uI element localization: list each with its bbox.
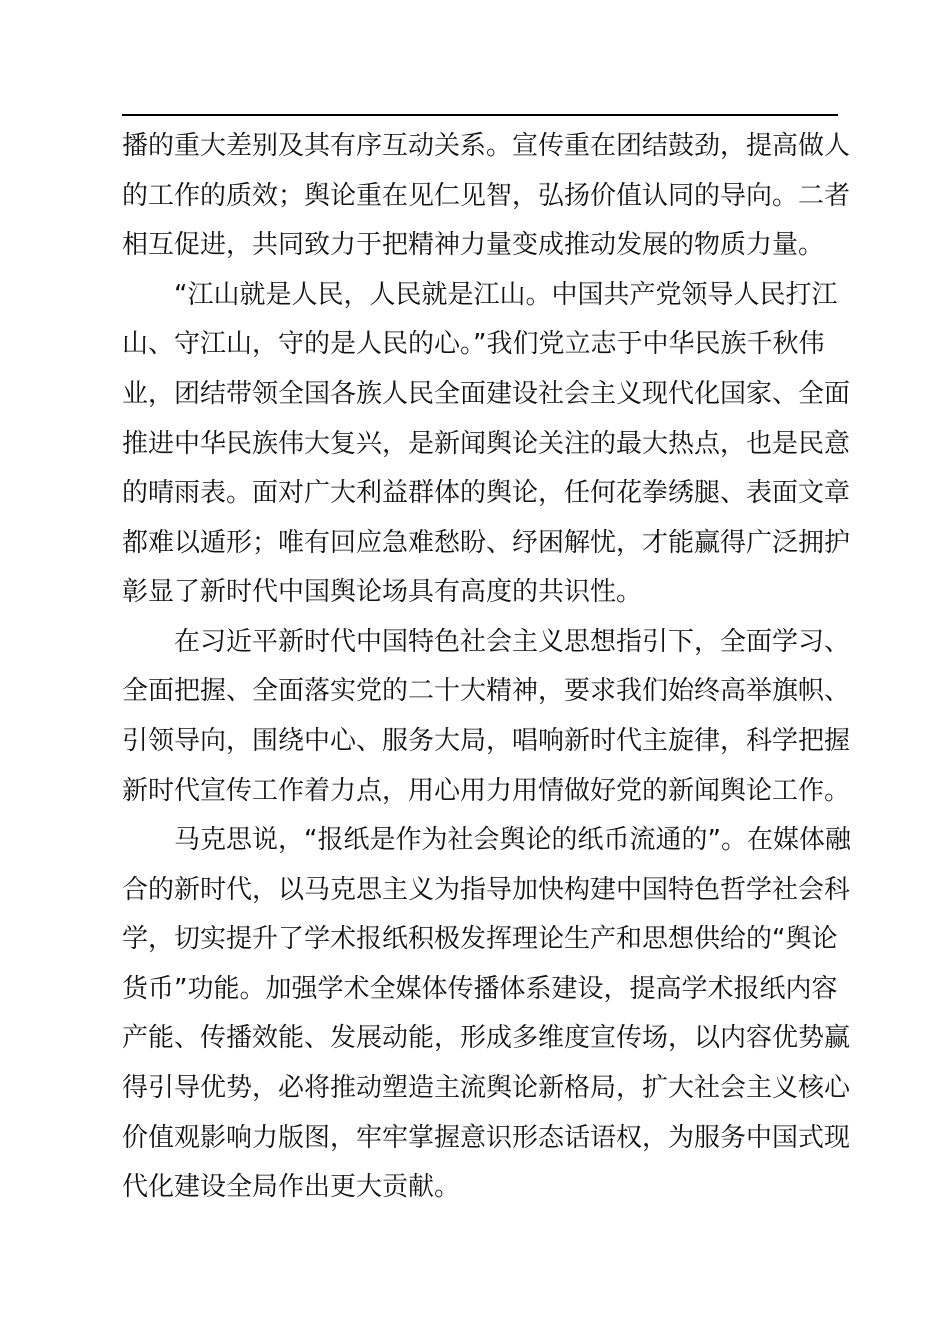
text-line: 引领导向，围绕中心、服务大局，唱响新时代主旋律，科学把握: [122, 726, 851, 756]
text-line: 价值观影响力版图，牢牢掌握意识形态话语权，为服务中国式现: [122, 1123, 851, 1153]
text-line: 彰显了新时代中国舆论场具有高度的共识性。: [122, 577, 643, 607]
text-line: 合的新时代，以马克思主义为指导加快构建中国特色哲学社会科: [122, 875, 851, 905]
text-line: 山、守江山，守的是人民的心。”我们党立志于中华民族千秋伟: [122, 329, 825, 359]
text-line: 的晴雨表。面对广大利益群体的舆论，任何花拳绣腿、表面文章: [122, 478, 851, 508]
text-line: 推进中华民族伟大复兴，是新闻舆论关注的最大热点，也是民意: [122, 429, 851, 459]
text-line: 都难以遁形；唯有回应急难愁盼、纾困解忧，才能赢得广泛拥护: [122, 528, 851, 558]
text-line: 业，团结带领全国各族人民全面建设社会主义现代化国家、全面: [122, 379, 851, 409]
text-line: 相互促进，共同致力于把精神力量变成推动发展的物质力量。: [122, 230, 825, 260]
header-rule: [122, 114, 838, 116]
text-line: 代化建设全局作出更大贡献。: [122, 1172, 461, 1202]
text-line: 产能、传播效能、发展动能，形成多维度宣传场，以内容优势赢: [122, 1023, 851, 1053]
text-line: 在习近平新时代中国特色社会主义思想指引下，全面学习、: [174, 627, 851, 657]
text-line: 得引导优势，必将推动塑造主流舆论新格局，扩大社会主义核心: [122, 1073, 851, 1103]
text-line: 货币”功能。加强学术全媒体传播体系建设，提高学术报纸内容: [122, 974, 838, 1004]
text-line: 新时代宣传工作着力点，用心用力用情做好党的新闻舆论工作。: [122, 776, 851, 806]
text-line: 学，切实提升了学术报纸积极发挥理论生产和思想供给的“舆论: [122, 924, 838, 954]
text-line: “江山就是人民，人民就是江山。中国共产党领导人民打江: [174, 280, 838, 310]
text-line: 播的重大差别及其有序互动关系。宣传重在团结鼓劲，提高做人: [122, 131, 851, 161]
text-line: 马克思说，“报纸是作为社会舆论的纸币流通的”。在媒体融: [174, 825, 851, 855]
text-line: 的工作的质效；舆论重在见仁见智，弘扬价值认同的导向。二者: [122, 181, 851, 211]
text-line: 全面把握、全面落实党的二十大精神，要求我们始终高举旗帜、: [122, 676, 851, 706]
